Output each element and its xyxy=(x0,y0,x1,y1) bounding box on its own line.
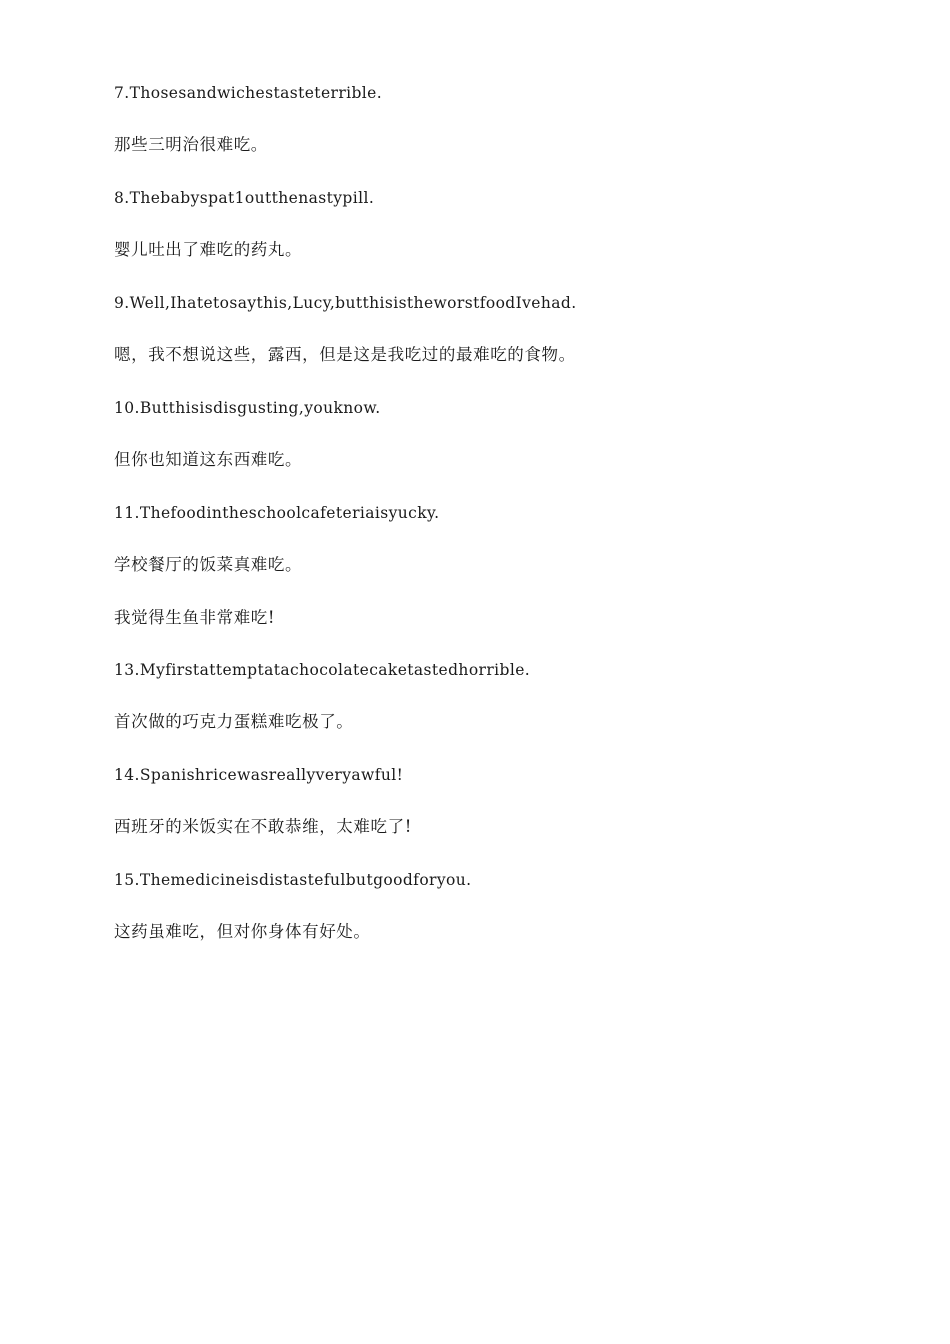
sentence-11-chinese: 学校餐厅的饭菜真难吃。 xyxy=(114,555,303,574)
sentence-15-chinese: 这药虽难吃，但对你身体有好处。 xyxy=(114,922,371,941)
sentence-14-english: 14.Spanishricewasreallyveryawful! xyxy=(114,766,404,784)
sentence-9-chinese: 嗯，我不想说这些，露西，但是这是我吃过的最难吃的食物。 xyxy=(114,345,576,364)
sentence-8-english: 8.Thebabyspat1outthenastypill. xyxy=(114,189,375,207)
sentence-15-english: 15.Themedicineisdistastefulbutgoodforyou. xyxy=(114,871,472,889)
sentence-13-english: 13.Myfirstattemptatachocolatecaketastedhorrible. xyxy=(114,661,531,679)
sentence-14-chinese: 西班牙的米饭实在不敢恭维，太难吃了! xyxy=(114,817,412,836)
sentence-7-english: 7.Thosesandwichestasteterrible. xyxy=(114,84,383,102)
sentence-9-english: 9.Well,Ihatetosaythis,Lucy,butthisistheworstfoodIvehad. xyxy=(114,294,577,312)
sentence-10-english: 10.Butthisisdisgusting,youknow. xyxy=(114,399,381,417)
sentence-10-chinese: 但你也知道这东西难吃。 xyxy=(114,450,303,469)
sentence-8-chinese: 婴儿吐出了难吃的药丸。 xyxy=(114,240,303,259)
sentence-11-english: 11.Thefoodintheschoolcafeteriaisyucky. xyxy=(114,504,440,522)
sentence-12-chinese: 我觉得生鱼非常难吃! xyxy=(114,608,276,627)
sentence-13-chinese: 首次做的巧克力蛋糕难吃极了。 xyxy=(114,712,354,731)
sentence-7-chinese: 那些三明治很难吃。 xyxy=(114,135,268,154)
